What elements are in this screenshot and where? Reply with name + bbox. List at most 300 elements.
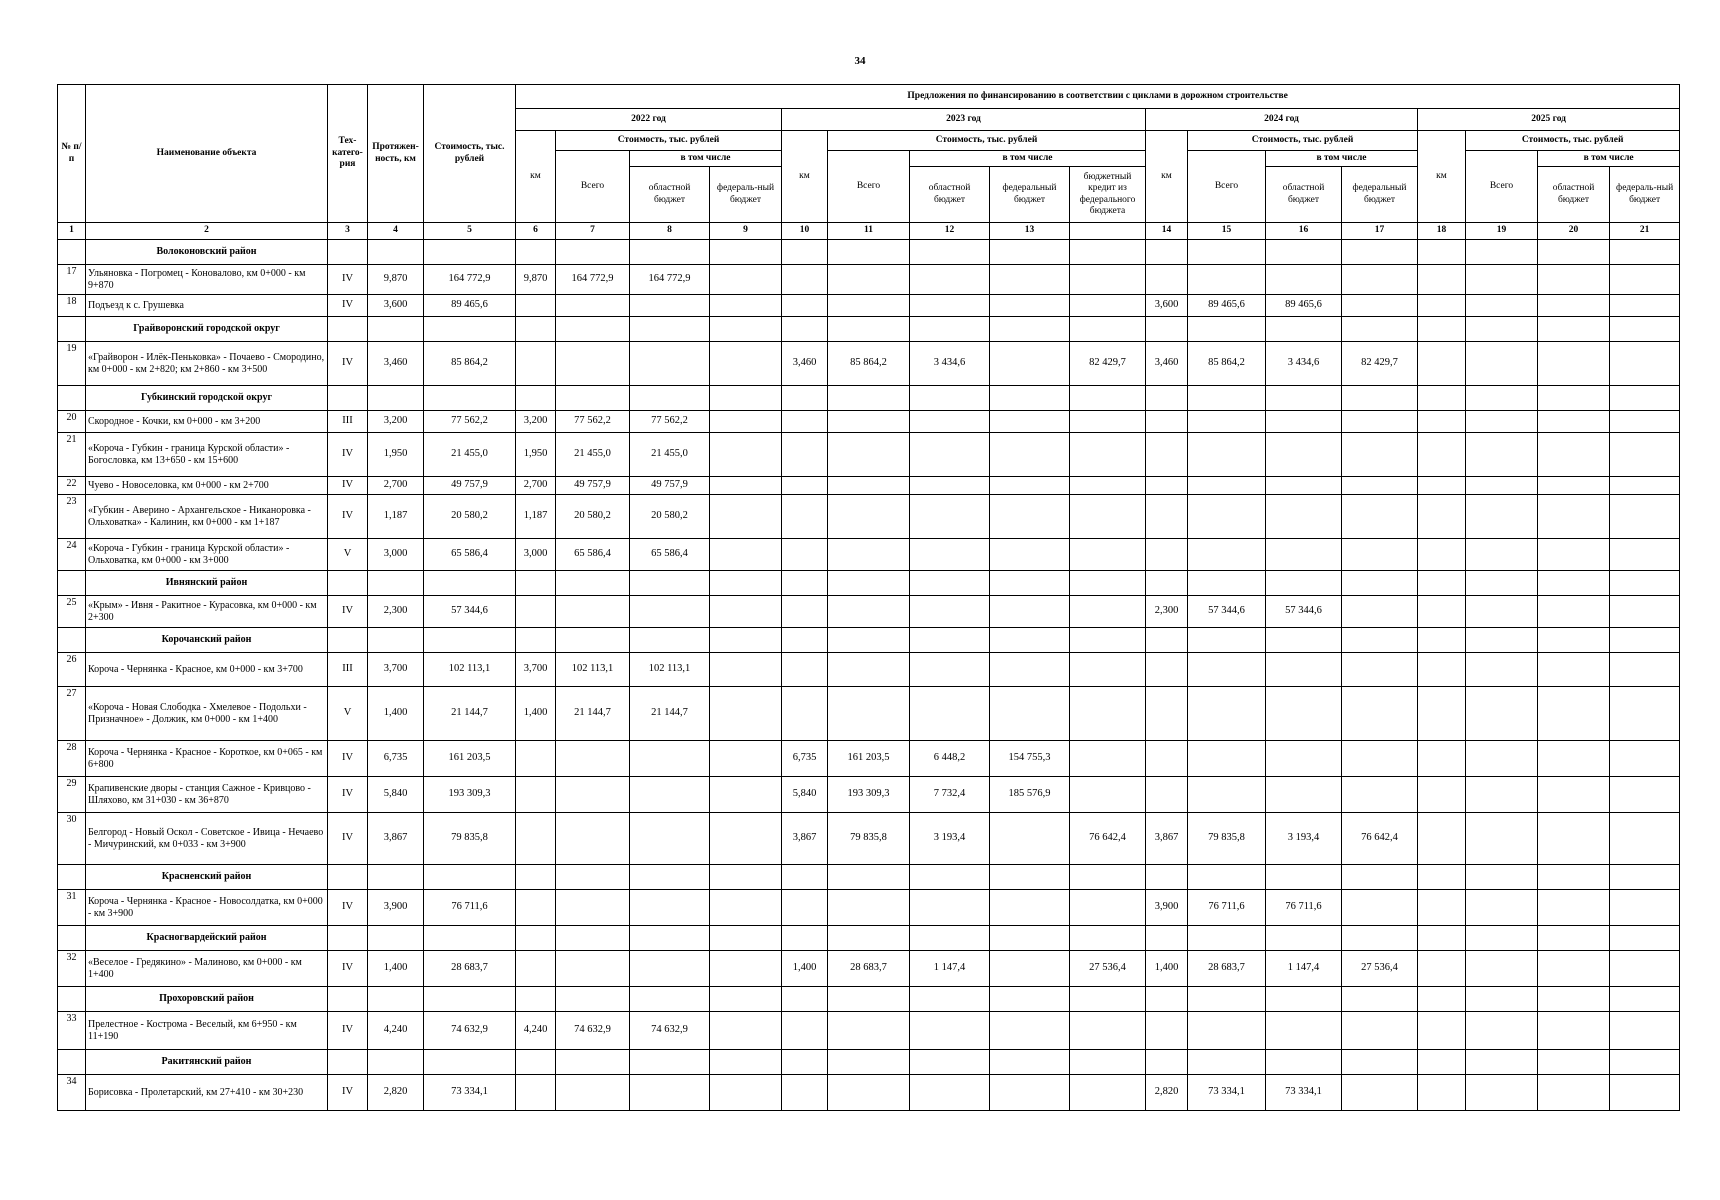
empty-cell [1466, 571, 1538, 596]
value-cell [990, 653, 1070, 687]
empty-cell [1418, 317, 1466, 342]
object-name: Короча - Чернянка - Красное, км 0+000 - км 3+700 [86, 653, 328, 687]
value-cell [1418, 890, 1466, 926]
value-cell [1418, 1075, 1466, 1111]
value-cell [1466, 596, 1538, 628]
value-cell [710, 411, 782, 433]
value-cell [1342, 1075, 1418, 1111]
empty-cell [556, 240, 630, 265]
category-cell: III [328, 653, 368, 687]
district-no-cell [58, 926, 86, 951]
value-cell [1610, 265, 1680, 295]
value-cell: 76 642,4 [1342, 813, 1418, 865]
empty-cell [1610, 386, 1680, 411]
category-cell: IV [328, 433, 368, 477]
cost-cell: 57 344,6 [424, 596, 516, 628]
column-number: 14 [1146, 223, 1188, 240]
value-cell [1466, 813, 1538, 865]
empty-cell [782, 317, 828, 342]
empty-cell [1418, 240, 1466, 265]
value-cell [910, 265, 990, 295]
value-cell [990, 951, 1070, 987]
empty-cell [782, 926, 828, 951]
value-cell [828, 890, 910, 926]
value-cell [1538, 295, 1610, 317]
empty-cell [1266, 865, 1342, 890]
value-cell [1146, 411, 1188, 433]
value-cell [1610, 342, 1680, 386]
value-cell [1466, 265, 1538, 295]
district-row [58, 240, 1680, 265]
empty-cell [1070, 571, 1146, 596]
empty-cell [990, 571, 1070, 596]
empty-cell [710, 571, 782, 596]
object-name: Подъезд к с. Грушевка [86, 295, 328, 317]
value-cell [1070, 890, 1146, 926]
empty-cell [328, 571, 368, 596]
value-cell: 76 711,6 [1266, 890, 1342, 926]
empty-cell [328, 865, 368, 890]
empty-cell [990, 865, 1070, 890]
value-cell [1418, 596, 1466, 628]
header-total: Всего [1466, 151, 1538, 223]
empty-cell [1188, 571, 1266, 596]
value-cell [1466, 295, 1538, 317]
value-cell [1538, 265, 1610, 295]
header-year-2025: 2025 год [1418, 109, 1680, 131]
value-cell: 28 683,7 [1188, 951, 1266, 987]
value-cell: 76 711,6 [1188, 890, 1266, 926]
category-cell: IV [328, 596, 368, 628]
value-cell [710, 687, 782, 741]
value-cell: 49 757,9 [556, 477, 630, 495]
value-cell [630, 1075, 710, 1111]
empty-cell [782, 386, 828, 411]
empty-cell [368, 926, 424, 951]
empty-cell [516, 628, 556, 653]
header-federal: федераль-ный бюджет [1610, 167, 1680, 223]
district-row [58, 571, 1680, 596]
empty-cell [424, 1050, 516, 1075]
value-cell: 85 864,2 [1188, 342, 1266, 386]
empty-cell [556, 317, 630, 342]
category-cell: IV [328, 813, 368, 865]
object-name: Чуево - Новоселовка, км 0+000 - км 2+700 [86, 477, 328, 495]
value-cell [1342, 596, 1418, 628]
financing-table [57, 84, 1680, 1111]
value-cell [710, 890, 782, 926]
empty-cell [710, 240, 782, 265]
value-cell [1610, 777, 1680, 813]
empty-cell [1146, 317, 1188, 342]
empty-cell [710, 987, 782, 1012]
value-cell [1466, 1075, 1538, 1111]
district-row [58, 628, 1680, 653]
table-row [58, 411, 1680, 433]
table-row [58, 539, 1680, 571]
header-credit: бюджетный кредит из федерального бюджета [1070, 167, 1146, 223]
empty-cell [1146, 571, 1188, 596]
empty-cell [782, 865, 828, 890]
header-regional: областной бюджет [1538, 167, 1610, 223]
column-number [1070, 223, 1146, 240]
empty-cell [368, 987, 424, 1012]
column-number: 13 [990, 223, 1070, 240]
empty-cell [1466, 865, 1538, 890]
district-row [58, 987, 1680, 1012]
value-cell [1466, 951, 1538, 987]
value-cell [910, 1012, 990, 1050]
empty-cell [1538, 571, 1610, 596]
value-cell [1466, 1012, 1538, 1050]
cost-cell: 49 757,9 [424, 477, 516, 495]
value-cell [556, 813, 630, 865]
value-cell [1418, 477, 1466, 495]
empty-cell [630, 865, 710, 890]
value-cell [710, 1075, 782, 1111]
empty-cell [556, 571, 630, 596]
value-cell [630, 741, 710, 777]
empty-cell [1466, 386, 1538, 411]
column-numbers-row [58, 223, 1680, 240]
empty-cell [910, 1050, 990, 1075]
empty-cell [782, 628, 828, 653]
cost-cell: 79 835,8 [424, 813, 516, 865]
empty-cell [516, 926, 556, 951]
row-number: 24 [58, 539, 86, 571]
value-cell [1266, 411, 1342, 433]
value-cell: 2,820 [1146, 1075, 1188, 1111]
value-cell [710, 653, 782, 687]
value-cell [1538, 951, 1610, 987]
value-cell [710, 433, 782, 477]
empty-cell [368, 571, 424, 596]
empty-cell [710, 926, 782, 951]
value-cell [710, 1012, 782, 1050]
length-cell: 3,867 [368, 813, 424, 865]
table-row [58, 813, 1680, 865]
empty-cell [1266, 317, 1342, 342]
value-cell [782, 1075, 828, 1111]
value-cell [782, 653, 828, 687]
table-row [58, 596, 1680, 628]
row-number: 32 [58, 951, 86, 987]
value-cell [910, 653, 990, 687]
value-cell [1188, 265, 1266, 295]
empty-cell [424, 386, 516, 411]
empty-cell [1538, 987, 1610, 1012]
value-cell [990, 433, 1070, 477]
empty-cell [1610, 240, 1680, 265]
value-cell [828, 495, 910, 539]
value-cell: 3 193,4 [1266, 813, 1342, 865]
value-cell [782, 295, 828, 317]
value-cell [516, 342, 556, 386]
value-cell [1342, 741, 1418, 777]
value-cell: 85 864,2 [828, 342, 910, 386]
value-cell [1070, 539, 1146, 571]
empty-cell [1146, 240, 1188, 265]
empty-cell [828, 1050, 910, 1075]
column-number: 19 [1466, 223, 1538, 240]
value-cell [910, 539, 990, 571]
value-cell: 74 632,9 [630, 1012, 710, 1050]
value-cell: 21 144,7 [556, 687, 630, 741]
table-row [58, 1012, 1680, 1050]
cost-cell: 85 864,2 [424, 342, 516, 386]
value-cell: 21 144,7 [630, 687, 710, 741]
empty-cell [1418, 865, 1466, 890]
value-cell: 79 835,8 [828, 813, 910, 865]
empty-cell [424, 628, 516, 653]
column-number: 15 [1188, 223, 1266, 240]
value-cell [990, 411, 1070, 433]
value-cell [1188, 777, 1266, 813]
empty-cell [1610, 987, 1680, 1012]
value-cell [1188, 741, 1266, 777]
value-cell [1610, 951, 1680, 987]
value-cell: 3,460 [782, 342, 828, 386]
empty-cell [1070, 1050, 1146, 1075]
value-cell: 3,000 [516, 539, 556, 571]
value-cell [1610, 741, 1680, 777]
value-cell [1070, 596, 1146, 628]
value-cell [1070, 265, 1146, 295]
district-row [58, 1050, 1680, 1075]
value-cell: 1,400 [782, 951, 828, 987]
value-cell: 57 344,6 [1188, 596, 1266, 628]
empty-cell [990, 240, 1070, 265]
empty-cell [1610, 317, 1680, 342]
value-cell: 20 580,2 [630, 495, 710, 539]
value-cell [1266, 777, 1342, 813]
value-cell [1146, 777, 1188, 813]
value-cell [516, 813, 556, 865]
table-row [58, 265, 1680, 295]
empty-cell [1070, 926, 1146, 951]
value-cell [1538, 477, 1610, 495]
value-cell [1266, 477, 1342, 495]
value-cell [910, 687, 990, 741]
table-row [58, 777, 1680, 813]
value-cell [1418, 539, 1466, 571]
empty-cell [424, 571, 516, 596]
column-number: 3 [328, 223, 368, 240]
value-cell [630, 890, 710, 926]
value-cell [782, 687, 828, 741]
column-number: 21 [1610, 223, 1680, 240]
empty-cell [368, 1050, 424, 1075]
empty-cell [910, 240, 990, 265]
value-cell [828, 411, 910, 433]
length-cell: 2,820 [368, 1075, 424, 1111]
category-cell: V [328, 687, 368, 741]
table-row [58, 951, 1680, 987]
value-cell: 3,867 [782, 813, 828, 865]
value-cell [1070, 653, 1146, 687]
value-cell: 89 465,6 [1266, 295, 1342, 317]
value-cell: 3 193,4 [910, 813, 990, 865]
empty-cell [1538, 386, 1610, 411]
value-cell [1418, 433, 1466, 477]
district-row [58, 865, 1680, 890]
value-cell [828, 1012, 910, 1050]
column-number: 2 [86, 223, 328, 240]
column-number: 5 [424, 223, 516, 240]
cost-cell: 28 683,7 [424, 951, 516, 987]
table-body [58, 240, 1680, 1111]
value-cell [710, 495, 782, 539]
value-cell [710, 777, 782, 813]
value-cell [516, 1075, 556, 1111]
category-cell: IV [328, 951, 368, 987]
empty-cell [516, 865, 556, 890]
empty-cell [1610, 571, 1680, 596]
empty-cell [910, 926, 990, 951]
column-number: 4 [368, 223, 424, 240]
header-incl: в том числе [630, 151, 782, 167]
value-cell: 1,950 [516, 433, 556, 477]
object-name: Борисовка - Пролетарский, км 27+410 - км 30+230 [86, 1075, 328, 1111]
value-cell [630, 295, 710, 317]
category-cell: IV [328, 777, 368, 813]
empty-cell [556, 987, 630, 1012]
value-cell [1342, 411, 1418, 433]
empty-cell [1188, 987, 1266, 1012]
empty-cell [1418, 926, 1466, 951]
value-cell [1418, 342, 1466, 386]
value-cell [1610, 539, 1680, 571]
empty-cell [1266, 386, 1342, 411]
empty-cell [828, 386, 910, 411]
value-cell: 65 586,4 [630, 539, 710, 571]
value-cell [910, 1075, 990, 1111]
district-no-cell [58, 865, 86, 890]
empty-cell [1266, 1050, 1342, 1075]
empty-cell [1266, 240, 1342, 265]
empty-cell [828, 987, 910, 1012]
row-number: 28 [58, 741, 86, 777]
empty-cell [630, 571, 710, 596]
value-cell [630, 951, 710, 987]
value-cell: 1 147,4 [1266, 951, 1342, 987]
row-number: 29 [58, 777, 86, 813]
value-cell [1418, 777, 1466, 813]
value-cell: 49 757,9 [630, 477, 710, 495]
value-cell [710, 741, 782, 777]
value-cell [828, 295, 910, 317]
value-cell [1466, 342, 1538, 386]
empty-cell [910, 386, 990, 411]
table-row [58, 653, 1680, 687]
value-cell: 77 562,2 [630, 411, 710, 433]
value-cell [1266, 495, 1342, 539]
column-number: 18 [1418, 223, 1466, 240]
column-number: 10 [782, 223, 828, 240]
value-cell [1538, 1075, 1610, 1111]
empty-cell [1266, 628, 1342, 653]
value-cell: 6 448,2 [910, 741, 990, 777]
value-cell [516, 951, 556, 987]
row-number: 17 [58, 265, 86, 295]
value-cell: 21 455,0 [630, 433, 710, 477]
empty-cell [910, 571, 990, 596]
value-cell [710, 265, 782, 295]
value-cell [516, 741, 556, 777]
cost-cell: 21 455,0 [424, 433, 516, 477]
value-cell [1188, 1012, 1266, 1050]
value-cell [1070, 777, 1146, 813]
empty-cell [990, 926, 1070, 951]
value-cell [782, 1012, 828, 1050]
object-name: Прелестное - Кострома - Веселый, км 6+950 - км 11+190 [86, 1012, 328, 1050]
value-cell: 82 429,7 [1070, 342, 1146, 386]
empty-cell [1146, 628, 1188, 653]
empty-cell [328, 1050, 368, 1075]
value-cell: 3,600 [1146, 295, 1188, 317]
object-name: «Короча - Губкин - граница Курской области» - Ольховатка, км 0+000 - км 3+000 [86, 539, 328, 571]
object-name: Короча - Чернянка - Красное - Короткое, км 0+065 - км 6+800 [86, 741, 328, 777]
district-no-cell [58, 628, 86, 653]
value-cell [1610, 687, 1680, 741]
empty-cell [1266, 987, 1342, 1012]
value-cell [1418, 495, 1466, 539]
length-cell: 1,950 [368, 433, 424, 477]
empty-cell [328, 386, 368, 411]
value-cell [630, 813, 710, 865]
value-cell: 102 113,1 [556, 653, 630, 687]
length-cell: 3,460 [368, 342, 424, 386]
header-length: Протяжен-ность, км [368, 85, 424, 223]
district-no-cell [58, 1050, 86, 1075]
empty-cell [1342, 987, 1418, 1012]
value-cell [630, 342, 710, 386]
empty-cell [1418, 1050, 1466, 1075]
value-cell [1342, 495, 1418, 539]
category-cell: IV [328, 890, 368, 926]
empty-cell [368, 317, 424, 342]
value-cell [1538, 539, 1610, 571]
value-cell [1070, 477, 1146, 495]
empty-cell [1466, 240, 1538, 265]
header-federal: федераль-ный бюджет [710, 167, 782, 223]
empty-cell [1266, 926, 1342, 951]
empty-cell [782, 987, 828, 1012]
value-cell [1146, 495, 1188, 539]
value-cell [1146, 1012, 1188, 1050]
value-cell [1466, 687, 1538, 741]
empty-cell [1466, 317, 1538, 342]
value-cell [1266, 741, 1342, 777]
empty-cell [328, 317, 368, 342]
table-row [58, 477, 1680, 495]
empty-cell [710, 1050, 782, 1075]
row-number: 18 [58, 295, 86, 317]
value-cell [910, 890, 990, 926]
cost-cell: 102 113,1 [424, 653, 516, 687]
value-cell: 82 429,7 [1342, 342, 1418, 386]
district-name: Корочанский район [86, 628, 328, 653]
value-cell [556, 741, 630, 777]
value-cell [1266, 433, 1342, 477]
empty-cell [828, 628, 910, 653]
value-cell [1146, 687, 1188, 741]
value-cell [910, 477, 990, 495]
cost-cell: 73 334,1 [424, 1075, 516, 1111]
value-cell [1188, 539, 1266, 571]
value-cell [1538, 1012, 1610, 1050]
empty-cell [710, 317, 782, 342]
